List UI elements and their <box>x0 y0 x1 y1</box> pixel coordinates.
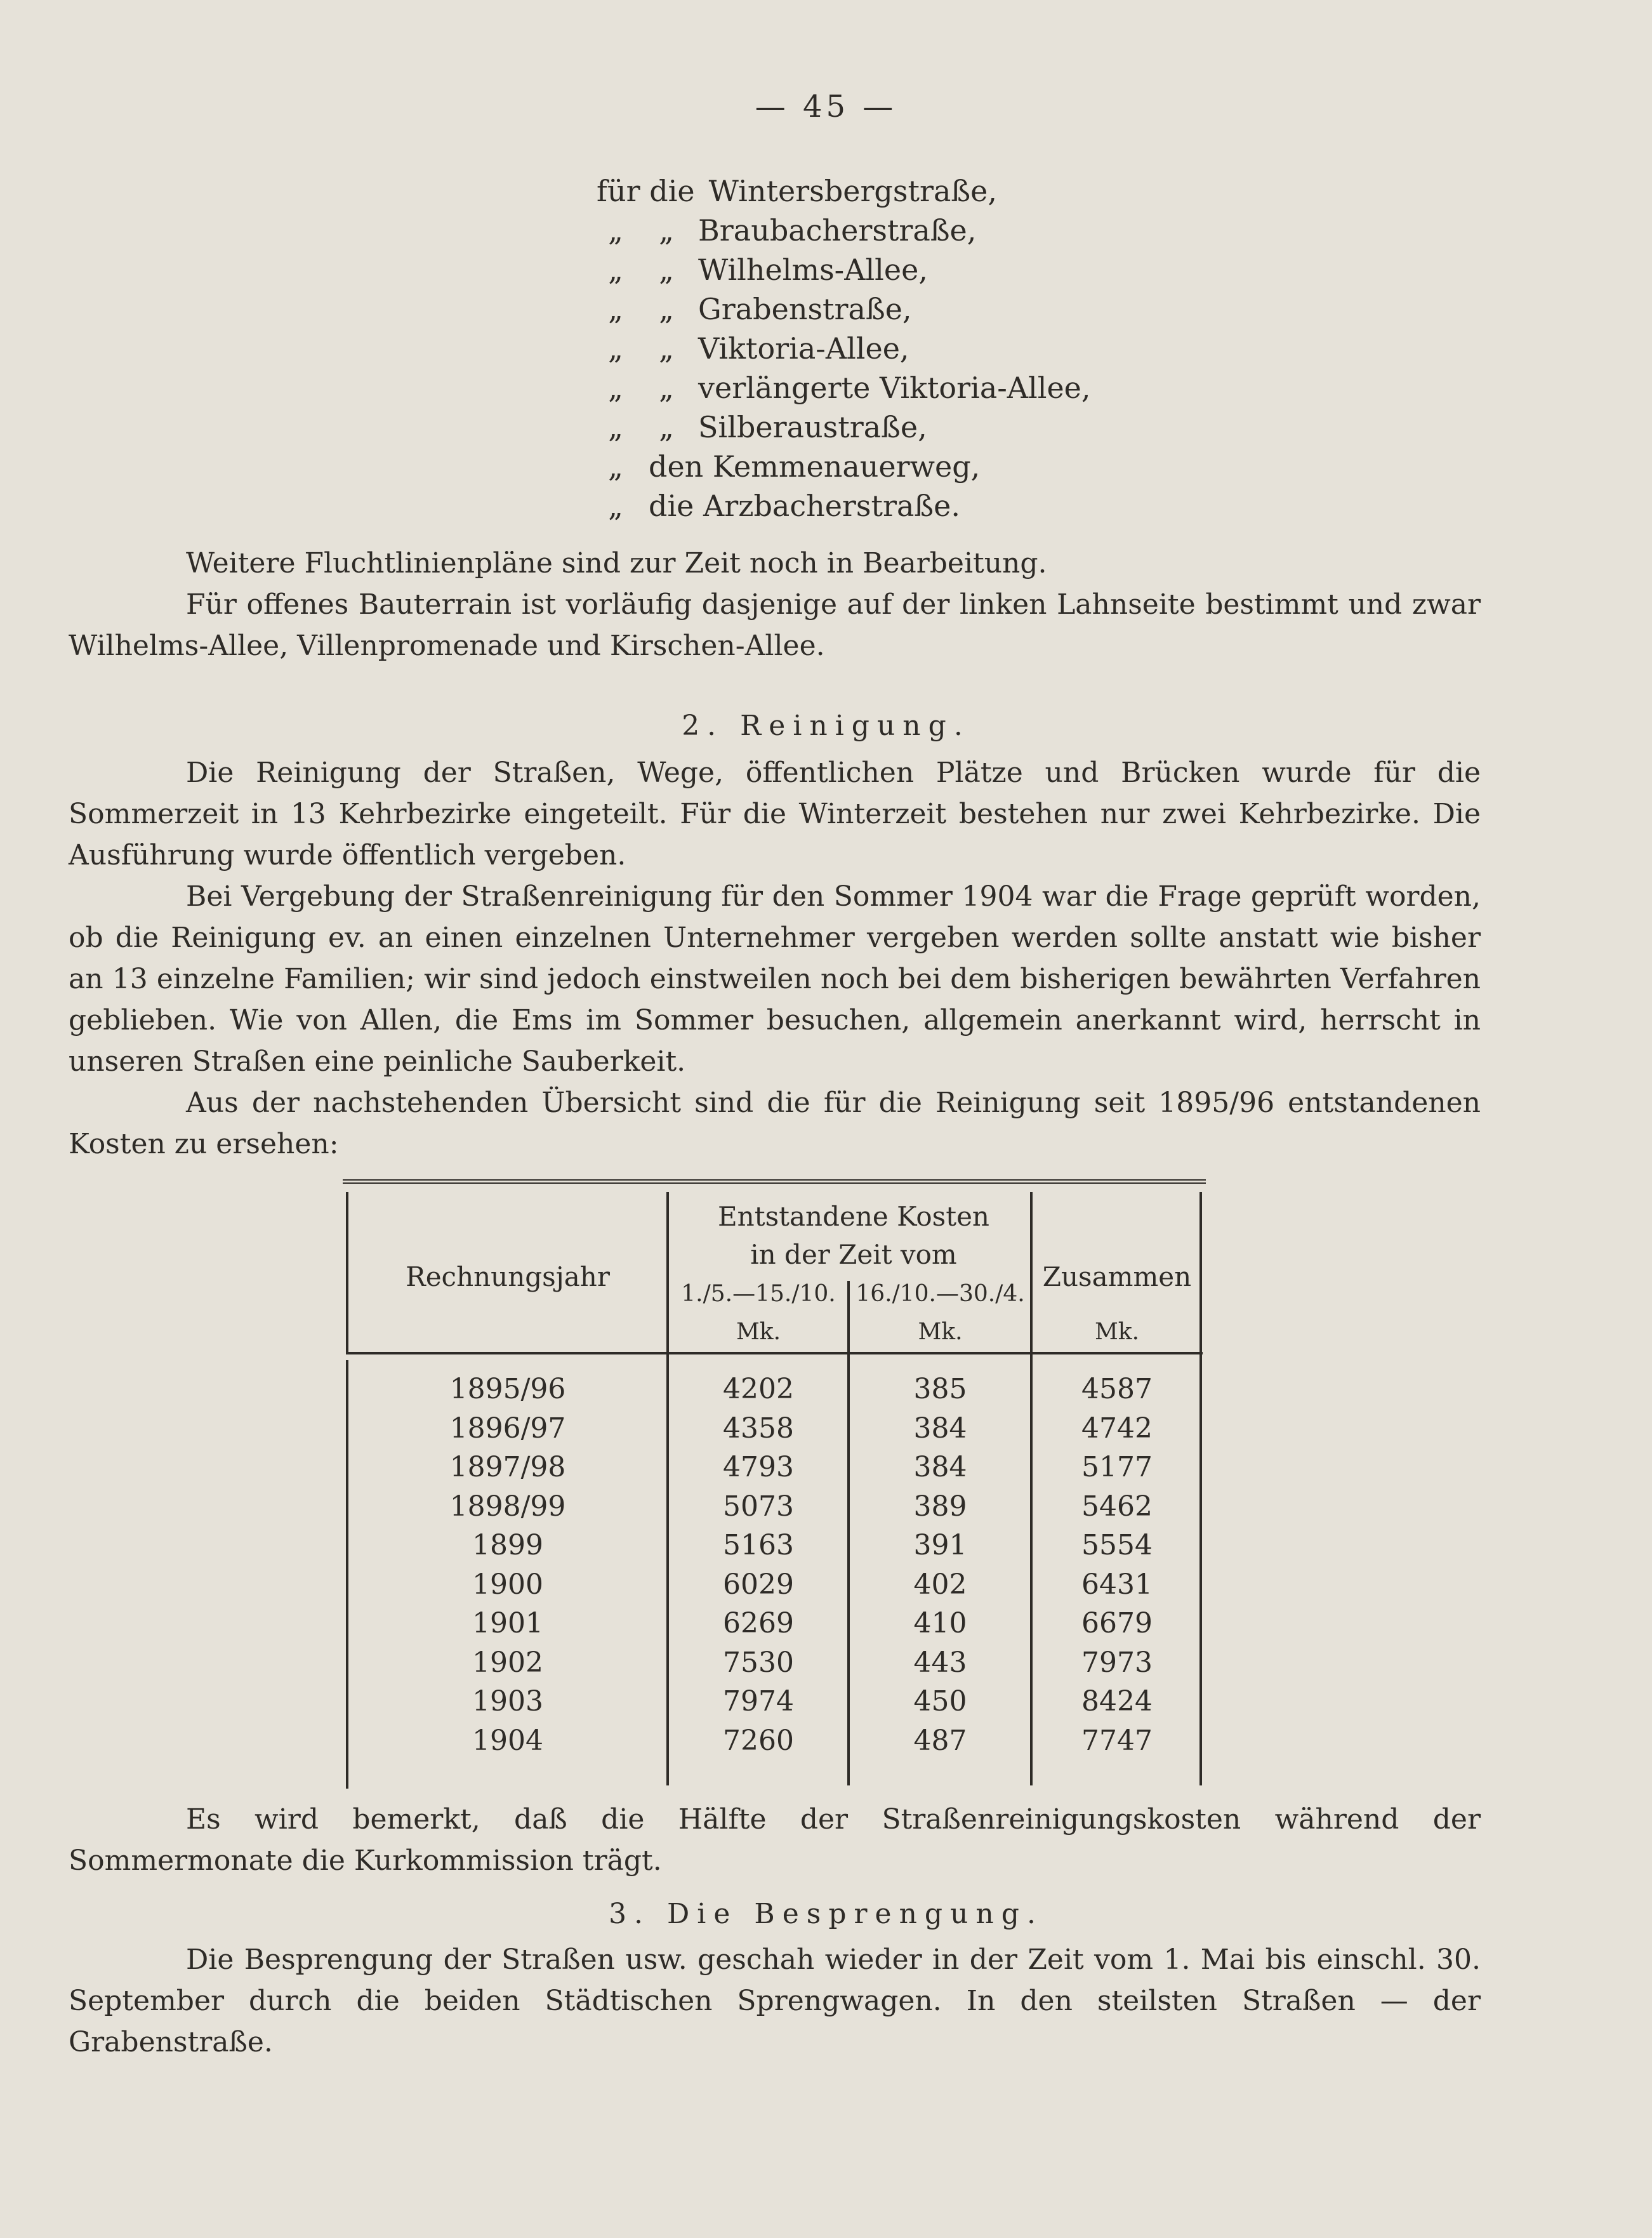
table-cell: 6679 <box>1081 1607 1153 1639</box>
table-cell: 6029 <box>723 1568 794 1601</box>
paragraph-text: Es wird bemerkt, daß die Hälfte der Straßenreinigungskosten während der Sommermonate die Kurkommission trägt. <box>69 1803 1481 1877</box>
table-cell: 4742 <box>1081 1412 1153 1445</box>
ditto-mark: „ <box>608 292 623 326</box>
column-header-total: Zusammen <box>1042 1261 1192 1292</box>
column-years <box>349 1370 666 1760</box>
table-cell: 7260 <box>723 1724 794 1757</box>
table-cell: 5163 <box>723 1529 794 1561</box>
table-cell: 1901 <box>472 1607 543 1639</box>
ditto-mark: „ <box>608 449 623 484</box>
street-list-item <box>597 211 1091 250</box>
ditto-mark: „ <box>659 292 674 326</box>
unit-label: Mk. <box>918 1319 963 1345</box>
table-cell: 6431 <box>1081 1568 1153 1601</box>
table-cell: 4793 <box>723 1451 794 1483</box>
street-list-item <box>597 289 1091 329</box>
paragraph-text: Für offenes Bauterrain ist vorläufig dasjenige auf der linken Lahnseite bestimmt und zwar Wilhelms-Allee, Villenpromenade und Kirschen-Allee. <box>69 588 1481 662</box>
street-list-item <box>597 407 1091 447</box>
ditto-mark: „ <box>659 253 674 287</box>
table-cell: 4587 <box>1081 1373 1153 1405</box>
street-name: verlängerte Viktoria-Allee, <box>698 371 1091 405</box>
table-cell: 384 <box>913 1412 967 1445</box>
street-list-item <box>597 447 1091 486</box>
street-name: Braubacherstraße, <box>698 213 977 248</box>
table-top-rule <box>343 1179 1206 1184</box>
paragraph-text: Weitere Fluchtlinienpläne sind zur Zeit noch in Bearbeitung. <box>186 547 1047 579</box>
table-cell: 7747 <box>1081 1724 1153 1757</box>
street-list-item <box>597 250 1091 289</box>
street-name: den Kemmenauerweg, <box>649 449 981 484</box>
ditto-mark: „ <box>608 331 623 366</box>
column-header-year: Rechnungsjahr <box>406 1261 610 1292</box>
street-name: Viktoria-Allee, <box>698 331 909 366</box>
table-cell: 1898/99 <box>449 1490 566 1523</box>
section-heading-sprinkling: 3. Die Besprengung. <box>609 1898 1043 1930</box>
ditto-mark: „ <box>659 331 674 366</box>
column-header-summer: 1./5.—15./10. <box>681 1281 836 1307</box>
table-cell: 4202 <box>723 1373 794 1405</box>
table-cell: 443 <box>913 1646 967 1679</box>
column-winter <box>850 1370 1030 1760</box>
table-cell: 384 <box>913 1451 967 1483</box>
table-cell: 8424 <box>1081 1685 1153 1718</box>
table-cell: 5462 <box>1081 1490 1153 1523</box>
ditto-mark: „ <box>608 213 623 248</box>
column-header-winter: 16./10.—30./4. <box>856 1281 1025 1307</box>
table-cell: 487 <box>913 1724 967 1757</box>
paragraph-costs-note <box>69 1799 1481 1881</box>
table-cell: 4358 <box>723 1412 794 1445</box>
table-cell: 450 <box>913 1685 967 1718</box>
street-list-item <box>597 329 1091 368</box>
ditto-mark: „ <box>608 371 623 405</box>
table-cell: 5073 <box>723 1490 794 1523</box>
street-name: Wintersbergstraße, <box>708 174 997 208</box>
table-cell: 1897/98 <box>449 1451 566 1483</box>
table-cell: 7974 <box>723 1685 794 1718</box>
table-cell: 7973 <box>1081 1646 1153 1679</box>
table-left-border <box>346 1192 348 1352</box>
table-cell: 7530 <box>723 1646 794 1679</box>
table-cell: 410 <box>913 1607 967 1639</box>
table-column-divider <box>1030 1192 1033 1785</box>
street-name: Grabenstraße, <box>698 292 912 326</box>
table-column-divider <box>666 1192 669 1785</box>
table-cell: 6269 <box>723 1607 794 1639</box>
cleaning-costs-table <box>343 1179 1206 1789</box>
paragraph-text: Die Reinigung der Straßen, Wege, öffentlichen Plätze und Brücken wurde für die Sommerzeit in 13 Kehrbezirke eingeteilt. Für die Winterzeit bestehen nur zwei Kehrbezirke. Die Ausführung wurde öffentlich vergeben. <box>69 757 1481 871</box>
street-list-item <box>597 486 1091 526</box>
street-list-item <box>597 171 1091 211</box>
paragraph-text: Die Besprengung der Straßen usw. geschah wieder in der Zeit vom 1. Mai bis einschl. 30. September durch die beiden Städtischen Sprengwagen. In den steilsten Straßen — der Grabenstraße. <box>69 1943 1481 2058</box>
unit-label: Mk. <box>736 1319 781 1345</box>
unit-label: Mk. <box>1094 1319 1140 1345</box>
ditto-mark: „ <box>608 410 623 444</box>
ditto-mark: „ <box>608 253 623 287</box>
table-cell: 1902 <box>472 1646 543 1679</box>
street-name: Silberaustraße, <box>698 410 927 444</box>
table-cell: 5554 <box>1081 1529 1153 1561</box>
table-cell: 1899 <box>472 1529 543 1561</box>
paragraph-text: Bei Vergebung der Straßenreinigung für den Sommer 1904 war die Frage geprüft worden, ob die Reinigung ev. an einen einzelnen Unternehmer vergeben werden sollte anstatt wie bisher an 13 einzelne Familien; wir sind jedoch einstweilen noch bei dem bisherigen bewährten Verfahren geblieben. Wie von Allen, die Ems im Sommer besuchen, allgemein anerkannt wird, herrscht in unseren Straßen eine peinliche Sauberkeit. <box>69 880 1481 1078</box>
ditto-mark: „ <box>608 489 623 523</box>
table-cell: 1895/96 <box>449 1373 566 1405</box>
street-list <box>597 171 1091 526</box>
table-cell: 1904 <box>472 1724 543 1757</box>
column-summer <box>670 1370 847 1760</box>
table-header-rule <box>346 1352 1203 1354</box>
street-name: Wilhelms-Allee, <box>698 253 928 287</box>
street-prefix: für die <box>597 174 695 208</box>
table-cell: 1896/97 <box>449 1412 566 1445</box>
column-header-costs: Entstandene Kosten <box>718 1201 989 1232</box>
column-header-costs-period: in der Zeit vom <box>750 1239 957 1270</box>
column-total <box>1034 1370 1199 1760</box>
table-cell: 402 <box>913 1568 967 1601</box>
section-heading-cleaning: 2. Reinigung. <box>682 710 970 742</box>
table-cell: 5177 <box>1081 1451 1153 1483</box>
paragraph-planning <box>69 543 1481 666</box>
table-cell: 1903 <box>472 1685 543 1718</box>
table-right-border <box>1199 1192 1202 1785</box>
table-cell: 391 <box>913 1529 967 1561</box>
ditto-mark: „ <box>659 213 674 248</box>
paragraph-sprinkling <box>69 1939 1481 2063</box>
page-number: — 45 — <box>755 89 897 124</box>
table-cell: 1900 <box>472 1568 543 1601</box>
table-left-border <box>346 1360 348 1789</box>
paragraph-text: Aus der nachstehenden Übersicht sind die für die Reinigung seit 1895/96 entstandenen Kosten zu ersehen: <box>69 1087 1481 1160</box>
ditto-mark: „ <box>659 410 674 444</box>
street-list-item <box>597 368 1091 407</box>
table-cell: 385 <box>913 1373 967 1405</box>
table-column-divider <box>847 1281 850 1785</box>
table-cell: 389 <box>913 1490 967 1523</box>
ditto-mark: „ <box>659 371 674 405</box>
paragraph-cleaning <box>69 752 1481 1165</box>
street-name: die Arzbacherstraße. <box>649 489 960 523</box>
